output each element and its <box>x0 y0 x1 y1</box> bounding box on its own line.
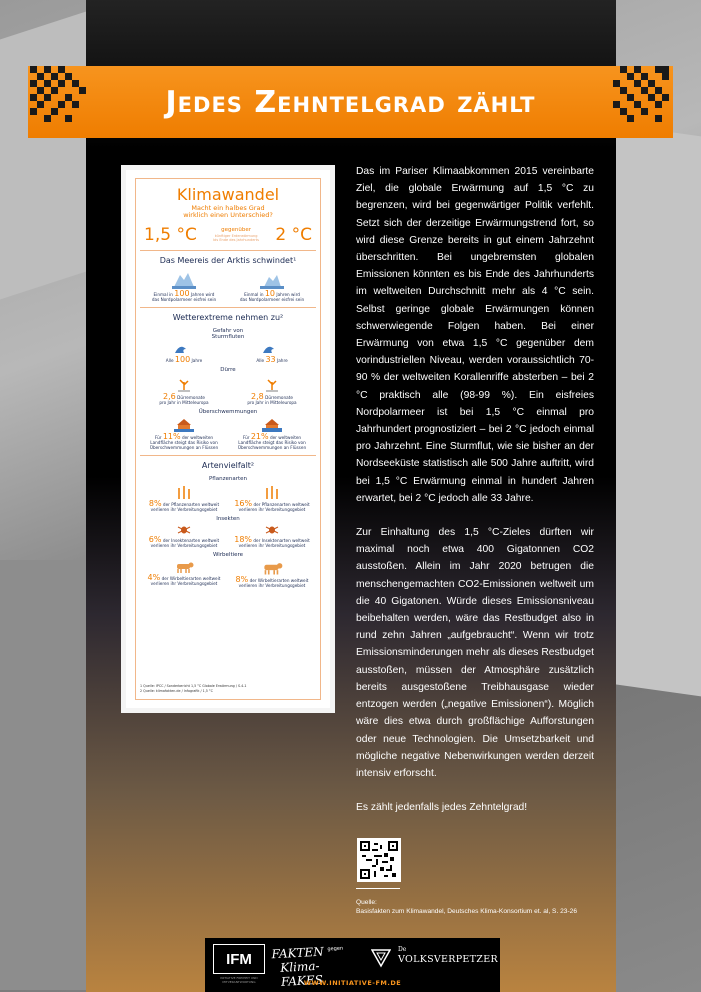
value: 16% <box>234 499 253 508</box>
drought-left <box>144 376 225 405</box>
storm-label <box>140 328 316 340</box>
subtitle-line: wirklich einen Unterschied? <box>183 211 273 219</box>
volksverpetzer-logo: VOLKSVERPETZER <box>398 954 498 965</box>
text: Für <box>242 435 250 440</box>
vs-label <box>213 228 259 242</box>
vs-text: gegenüber <box>221 227 252 234</box>
text: Alle <box>256 358 265 363</box>
storm-row <box>140 343 316 363</box>
drought-row <box>140 376 316 405</box>
text: der Wirbeltierarten weltweit <box>161 576 221 581</box>
divider <box>140 455 316 456</box>
text: verlieren ihr Verbreitungsgebiet <box>150 581 218 586</box>
text: Einmal in <box>153 292 173 297</box>
text: verlieren ihr Verbreitungsgebiet <box>150 507 218 512</box>
arctic-left <box>144 271 225 302</box>
vertebrates-left <box>144 561 225 588</box>
infographic-subtitle <box>140 205 316 219</box>
section-heading-weather: Wetterextreme nehmen zu² <box>172 313 284 322</box>
text: Jahre <box>191 358 203 363</box>
text: Dürremonate <box>265 395 293 400</box>
plants-row <box>140 485 316 512</box>
text: der Pflanzenarten weltweit <box>162 502 220 507</box>
text: Sturmfluten <box>211 334 245 340</box>
value: 10 <box>264 289 276 298</box>
text: Jahre <box>276 358 288 363</box>
text: Dürremonate <box>177 395 205 400</box>
value: 21% <box>250 432 269 441</box>
fakten-text: FAKTEN <box>271 944 325 962</box>
text: das Nordpolarmeer eisfrei sein <box>239 297 305 302</box>
dry-plant-icon <box>264 376 280 392</box>
divider <box>140 307 316 308</box>
text: verlieren ihr Verbreitungsgebiet <box>238 507 306 512</box>
text: Überschwemmungen an Flüssen <box>237 445 307 450</box>
arctic-row <box>140 271 316 302</box>
vertebrates-right <box>232 561 313 588</box>
plant-icon <box>175 485 193 499</box>
ifm-logo-subtitle: INITIATIVE FREIHEIT UND MITVERANTWORTUNG <box>220 976 258 984</box>
value: 33 <box>265 355 276 364</box>
value: 2,6 <box>163 392 176 401</box>
insects-right <box>232 525 313 548</box>
temp-high: 2 °C <box>275 225 312 245</box>
background-shape <box>0 560 90 990</box>
ifm-logo: IFM <box>213 944 265 974</box>
insect-icon <box>265 525 279 535</box>
fakten-logo-line: Klima-FAKES <box>279 958 324 989</box>
insect-icon <box>177 525 191 535</box>
text: Landfläche steigt das Risiko von <box>150 440 218 445</box>
footnote: 2 Quelle: klimafakten.de / Infografik / 1,5 °C <box>140 688 213 693</box>
dry-plant-icon <box>176 376 192 392</box>
vs-note: künftiger Erderwärmung <box>214 233 258 238</box>
text: Jahren wird <box>276 292 300 297</box>
page-title: Jedes Zehntelgrad zählt <box>165 84 536 120</box>
source-text: Basisfakten zum Klimawandel, Deutsches Klima-Konsortium et. al, S. 23-26 <box>356 908 577 915</box>
insects-label: Insekten <box>216 516 240 522</box>
text: der Insektenarten weltweit <box>162 538 220 543</box>
section-heading-arctic: Das Meereis der Arktis schwindet¹ <box>159 256 297 265</box>
text: der weltweiten <box>181 435 214 440</box>
value: 4% <box>147 573 161 582</box>
vertebrates-label: Wirbeltiere <box>212 552 244 558</box>
paragraph: Zur Einhaltung des 1,5 °C-Zieles dürften wir maximal noch etwa 400 Gigatonnen CO2 ausstoßen. Allein im Jahr 2020 betrugen die menschengemachten CO2-Emissionen weltweit um die 40 Gigatonen. Würde dieses Emissionsniveau beibehalten werden, wäre das Restbudget also in rund zehn Jahren „aufgebraucht“. Wenn wir trotz Emissionsminderungen mehr als dieses Restbudget ausstoßen, müssen der Atmosphäre zusätzlich bereits ausgestoßene Treibhausgase wieder entzogen werden („negative Emissionen“). Möglich wäre dies etwa durch großflächige Aufforstungen oder neue Technologien. Die Umsetzbarkeit und mögliche negative Nebenwirkungen werden derzeit intensiv erforscht. <box>356 527 594 779</box>
qr-code[interactable] <box>357 838 401 882</box>
background-shape <box>610 124 701 697</box>
divider <box>356 888 400 889</box>
body-text <box>356 163 594 833</box>
vs-note: bis Ende des Jahrhunderts <box>213 237 259 242</box>
storm-left <box>144 343 225 363</box>
temperature-comparison <box>140 225 316 245</box>
text: Alle <box>165 358 174 363</box>
value: 8% <box>148 499 162 508</box>
volksverpetzer-triangle-icon <box>371 948 391 968</box>
text: der Insektenarten weltweit <box>253 538 310 543</box>
text: Gefahr von <box>212 328 244 334</box>
flood-row <box>140 418 316 450</box>
text: Für <box>154 435 162 440</box>
drought-right <box>232 376 313 405</box>
text: Jahren wird <box>190 292 215 297</box>
text: pro Jahr in Mitteleuropa <box>247 400 297 405</box>
tiger-icon <box>260 561 284 575</box>
subtitle-line: Macht ein halbes Grad <box>191 204 265 212</box>
value: 18% <box>234 535 253 544</box>
plant-icon <box>263 485 281 499</box>
plants-left <box>144 485 225 512</box>
value: 8% <box>235 575 249 584</box>
text: pro Jahr in Mitteleuropa <box>159 400 209 405</box>
flooded-house-icon <box>174 418 194 432</box>
text: das Nordpolarmeer eisfrei sein <box>151 297 217 302</box>
text: Landfläche steigt das Risiko von <box>238 440 306 445</box>
text: verlieren ihr Verbreitungsgebiet <box>150 543 218 548</box>
flood-right <box>232 418 313 450</box>
text: Überschwemmungen an Flüssen <box>149 445 219 450</box>
text: der Wirbeltierarten weltweit <box>249 578 309 583</box>
text: verlieren ihr Verbreitungsgebiet <box>238 543 306 548</box>
drought-label: Dürre <box>220 367 236 373</box>
source-citation <box>356 898 606 916</box>
paragraph: Das im Pariser Klimaabkommen 2015 vereinbarte Ziel, die globale Erwärmung auf 1,5 °C zu begrenzen, wird bei gegenwärtiger Politik verfehlt. Setzt sich der derzeitige Erwärmungstrend fort, so wird diese Grenze bereits in gut einem Jahrzehnt überschritten. Bei ungebremsten globalen Emissionen könnten es bis Ende des Jahrhunderts im weltweiten Durchschnitt mehr als 4 °C sein. Selbst geringe globale Erwärmungen können schwerwiegende Folgen haben. Bei einer Erwärmung von etwa 1,5 °C gegenüber dem vorindustriellen Niveau, werden voraussichtlich 70-90 % der weltweiten Korallenriffe absterben – bei 2 °C praktisch alle (98-99 %). Ein eisfreies Nordpolarmeer ist bei 1,5 °C einmal pro Jahrhundert prognostiziert – bei 2 °C jedoch einmal pro Jahrzehnt. Eine Sturmflut, wie sie bisher an der Nordseeküste statistisch alle 500 Jahre auftritt, wird bei 1,5 °C Erwärmung einmal in hundert Jahren erwartet, bei 2 °C jedoch alle 33 Jahre. <box>356 166 594 504</box>
volksverpetzer-de: De <box>398 946 407 953</box>
infographic-title: Klimawandel <box>176 185 280 204</box>
value: 100 <box>174 355 191 364</box>
tiger-icon <box>173 561 195 573</box>
infographic-footnotes <box>140 684 247 693</box>
paragraph-closing: Es zählt jedenfalls jedes Zehntelgrad! <box>356 802 528 814</box>
qr-code-icon <box>360 841 398 879</box>
footnote: 1 Quelle: IPCC / Sonderbericht 1,5 °C Globale Erwärmung / S.4-1 <box>140 684 247 688</box>
insects-left <box>144 525 225 548</box>
text: verlieren ihr Verbreitungsgebiet <box>238 583 306 588</box>
flood-left <box>144 418 225 450</box>
flood-label: Überschwemmungen <box>198 409 258 415</box>
value: 2,8 <box>251 392 264 401</box>
plants-label: Pflanzenarten <box>208 476 248 482</box>
divider <box>140 250 316 251</box>
text: der weltweiten <box>269 435 302 440</box>
text: Einmal in <box>244 292 264 297</box>
fakten-tiny: gegen <box>327 945 344 953</box>
storm-wave-icon <box>262 343 282 355</box>
insects-row <box>140 525 316 548</box>
value: 11% <box>162 432 181 441</box>
infographic-frame <box>135 178 321 700</box>
flooded-house-icon <box>262 418 282 432</box>
source-label: Quelle: <box>356 899 377 906</box>
plants-right <box>232 485 313 512</box>
iceberg-icon <box>260 271 284 289</box>
storm-right <box>232 343 313 363</box>
value: 6% <box>148 535 162 544</box>
vertebrates-row <box>140 561 316 588</box>
infographic <box>121 165 335 713</box>
section-heading-biodiversity: Artenvielfalt² <box>201 461 255 470</box>
arctic-right <box>232 271 313 302</box>
storm-wave-icon <box>174 343 194 355</box>
text: der Pflanzenarten weltweit <box>253 502 310 507</box>
iceberg-icon <box>172 271 196 289</box>
value: 100 <box>174 289 190 298</box>
website-link[interactable]: WWW.INITIATIVE-FM.DE <box>303 979 402 987</box>
temp-low: 1,5 °C <box>144 225 197 245</box>
